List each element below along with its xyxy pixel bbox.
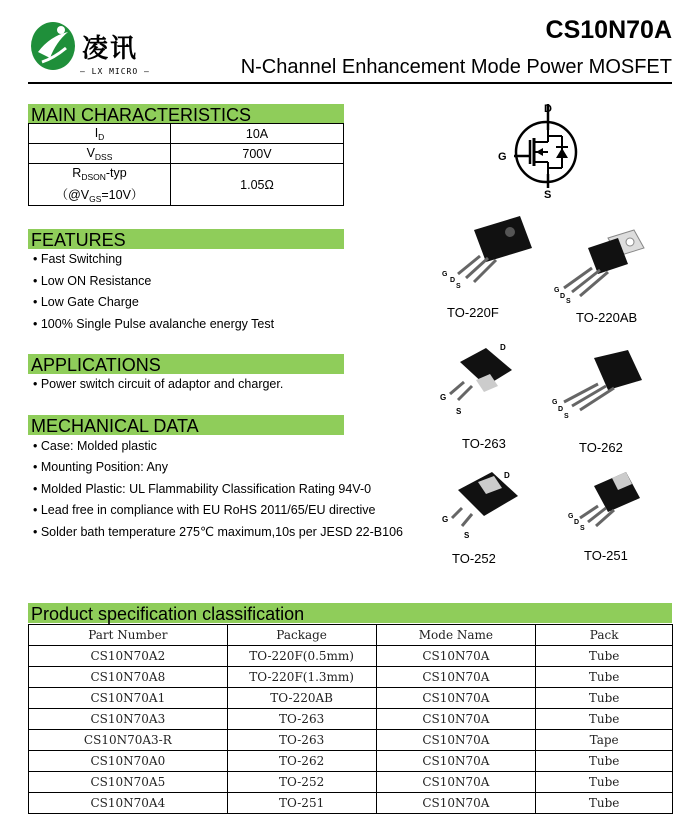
- pin-label: D: [574, 519, 580, 526]
- mode-name-cell: CS10N70A: [376, 751, 536, 772]
- table-row: [29, 144, 344, 164]
- logo-subtext: — LX MICRO —: [80, 67, 150, 76]
- part-number-cell: CS10N70A0: [29, 751, 228, 772]
- param-cell: $V_{DSS}$: [29, 144, 171, 164]
- to252-package-icon: [438, 462, 538, 546]
- part-number-cell: CS10N70A2: [29, 646, 228, 667]
- column-header: Package: [227, 625, 376, 646]
- column-header: Mode Name: [376, 625, 536, 646]
- logo-text: 凌讯: [82, 34, 139, 64]
- mechanical-item: • Solder bath temperature 275℃ maximum,10s per JESD 22-B106: [33, 525, 403, 539]
- table-row: [29, 124, 344, 144]
- package-label: TO-262: [579, 440, 623, 455]
- table-row: [29, 164, 344, 206]
- pin-label: D: [504, 471, 510, 480]
- column-header: Part Number: [29, 625, 228, 646]
- part-number-cell: CS10N70A5: [29, 772, 228, 793]
- value-cell: 700V: [171, 144, 344, 164]
- pin-label: S: [456, 407, 462, 416]
- mode-name-cell: CS10N70A: [376, 730, 536, 751]
- pin-label: S: [456, 283, 461, 290]
- to220f-package-icon: [440, 212, 540, 302]
- pin-label: D: [558, 406, 564, 413]
- table-row: [29, 667, 673, 688]
- part-number-cell: CS10N70A3-R: [29, 730, 228, 751]
- features-heading: FEATURES: [28, 229, 344, 249]
- package-label: TO-220AB: [576, 310, 638, 325]
- mechanical-item: • Case: Molded plastic: [33, 439, 157, 453]
- pack-cell: Tape: [536, 730, 673, 751]
- feature-item: • Low Gate Charge: [33, 295, 139, 309]
- to220ab-package-icon: [548, 222, 648, 312]
- feature-item: • Low ON Resistance: [33, 274, 152, 288]
- header-divider: [28, 82, 672, 84]
- application-item: • Power switch circuit of adaptor and charger.: [33, 377, 284, 391]
- pin-label: G: [552, 399, 558, 406]
- package-label: TO-220F: [447, 305, 499, 320]
- feature-item: • 100% Single Pulse avalanche energy Test: [33, 317, 275, 331]
- pin-label: D: [560, 293, 566, 300]
- table-header-row: [29, 625, 673, 646]
- mode-name-cell: CS10N70A: [376, 793, 536, 814]
- package-cell: TO-263: [227, 730, 376, 751]
- mechanical-item: • Lead free in compliance with EU RoHS 2011/65/EU directive: [33, 503, 376, 517]
- mode-name-cell: CS10N70A: [376, 688, 536, 709]
- to251-package-icon: [560, 464, 660, 544]
- pin-label: G: [568, 513, 574, 520]
- pack-cell: Tube: [536, 751, 673, 772]
- package-label: TO-252: [452, 551, 496, 566]
- package-label: TO-263: [462, 436, 506, 451]
- mode-name-cell: CS10N70A: [376, 667, 536, 688]
- drain-label: D: [544, 103, 552, 115]
- gate-label: G: [498, 151, 507, 163]
- package-cell: TO-262: [227, 751, 376, 772]
- pack-cell: Tube: [536, 646, 673, 667]
- product-spec-heading: Product specification classification: [28, 603, 672, 623]
- pin-label: D: [450, 277, 456, 284]
- mode-name-cell: CS10N70A: [376, 772, 536, 793]
- to263-package-icon: [436, 340, 536, 420]
- pack-cell: Tube: [536, 709, 673, 730]
- pack-cell: Tube: [536, 772, 673, 793]
- main-characteristics-table: [28, 123, 344, 206]
- pack-cell: Tube: [536, 667, 673, 688]
- part-number-title: CS10N70A: [545, 16, 672, 44]
- pack-cell: Tube: [536, 793, 673, 814]
- pin-label: G: [440, 393, 447, 402]
- mosfet-symbol-icon: [496, 100, 596, 200]
- value-cell: 10A: [171, 124, 344, 144]
- package-cell: TO-251: [227, 793, 376, 814]
- part-subtitle: N-Channel Enhancement Mode Power MOSFET: [240, 56, 672, 78]
- mode-name-cell: CS10N70A: [376, 646, 536, 667]
- applications-heading: APPLICATIONS: [28, 354, 344, 374]
- table-row: [29, 751, 673, 772]
- package-cell: TO-220F(0.5mm): [227, 646, 376, 667]
- pin-label: G: [442, 271, 448, 278]
- table-row: [29, 688, 673, 709]
- part-number-cell: CS10N70A1: [29, 688, 228, 709]
- pin-label: D: [500, 343, 506, 352]
- param-cell: $I_D$: [29, 124, 171, 144]
- package-cell: TO-263: [227, 709, 376, 730]
- table-row: [29, 730, 673, 751]
- package-cell: TO-252: [227, 772, 376, 793]
- pin-label: G: [554, 287, 560, 294]
- pin-label: G: [442, 515, 449, 524]
- param-cell: $R_{DSON}$-typ $(@V_{GS}=10V)$: [29, 164, 171, 206]
- part-number-cell: CS10N70A4: [29, 793, 228, 814]
- package-cell: TO-220F(1.3mm): [227, 667, 376, 688]
- column-header: Pack: [536, 625, 673, 646]
- product-spec-table: [28, 624, 673, 814]
- source-label: S: [544, 189, 552, 200]
- part-number-cell: CS10N70A8: [29, 667, 228, 688]
- table-row: [29, 772, 673, 793]
- mode-name-cell: CS10N70A: [376, 709, 536, 730]
- to262-package-icon: [548, 346, 648, 426]
- mechanical-item: • Molded Plastic: UL Flammability Classification Rating 94V-0: [33, 482, 372, 496]
- table-row: [29, 646, 673, 667]
- value-cell: 1.05Ω: [171, 164, 344, 206]
- package-label: TO-251: [584, 548, 628, 563]
- part-number-cell: CS10N70A3: [29, 709, 228, 730]
- pin-label: S: [464, 531, 470, 540]
- package-cell: TO-220AB: [227, 688, 376, 709]
- pin-label: S: [566, 298, 571, 305]
- main-characteristics-heading: MAIN CHARACTERISTICS: [28, 104, 344, 124]
- mechanical-heading: MECHANICAL DATA: [28, 415, 344, 435]
- pin-label: S: [564, 413, 569, 420]
- pin-label: S: [580, 525, 585, 532]
- feature-item: • Fast Switching: [33, 252, 123, 266]
- table-row: [29, 793, 673, 814]
- table-row: [29, 709, 673, 730]
- mechanical-item: • Mounting Position: Any: [33, 460, 169, 474]
- pack-cell: Tube: [536, 688, 673, 709]
